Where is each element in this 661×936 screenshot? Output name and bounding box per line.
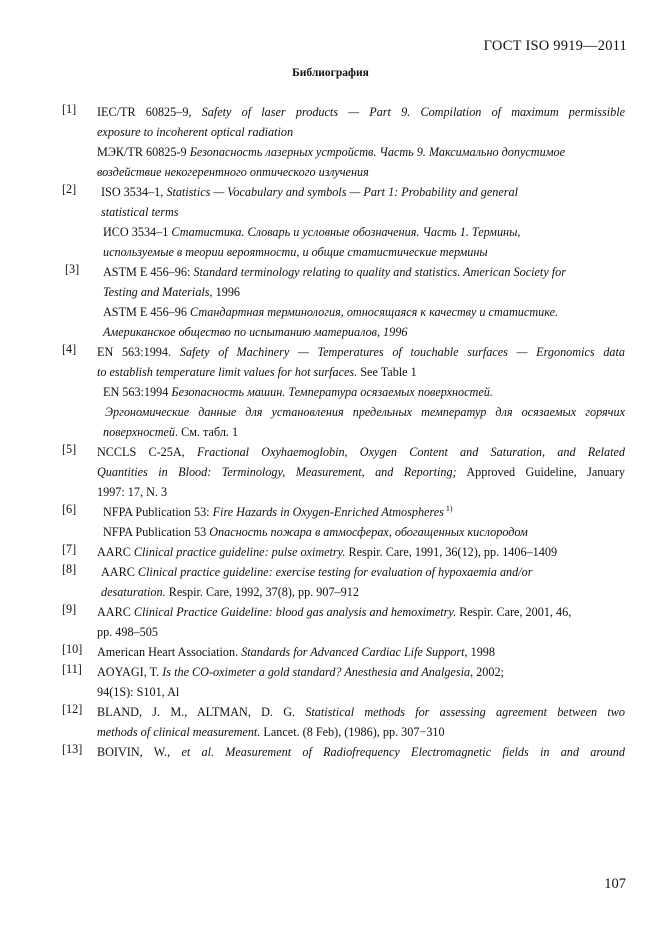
entry-line [62, 302, 625, 322]
footnote-marker: 1) [443, 504, 453, 513]
entry-text: desaturation. [101, 585, 166, 599]
entry-line [62, 462, 625, 482]
entry-line [62, 102, 625, 122]
entry-text: exposure to incoherent optical radiation [97, 125, 294, 139]
entry-text: BOIVIN, W., [97, 745, 182, 759]
entry-text: AARC [97, 545, 134, 559]
entry-text: Fractional Oxyhaemoglobin, Oxygen Content and Saturation, and Related [196, 445, 625, 459]
entry-text: Clinical practice guideline: exercise testing for evaluation of hypoxaemia and/or [137, 565, 533, 579]
entry-text: AOYAGI, T. [97, 665, 163, 679]
entry-line [62, 402, 625, 422]
entry-number: [13] [62, 742, 83, 756]
entry-text: Respir. Care, 1991, 36(12), pp. 1406–1409 [345, 545, 558, 559]
entry-text: American Heart Association. [97, 645, 242, 659]
entry-line [62, 502, 625, 522]
entry-line [62, 642, 625, 662]
entry-text: IEC/TR 60825–9, [97, 105, 202, 119]
entry-line [62, 342, 625, 362]
entry-text: See Table 1 [357, 365, 417, 379]
entry-line [62, 742, 625, 762]
entry-text: NFPA Publication 53 [103, 525, 210, 539]
entry-line [62, 522, 625, 542]
bibliography-entry [62, 442, 625, 502]
entry-number: [6] [62, 502, 77, 516]
entry-text: Lancet. (8 Feb), (1986), pp. 307−310 [260, 725, 445, 739]
entry-number: [4] [62, 342, 77, 356]
entry-line [62, 622, 625, 642]
entry-line [62, 162, 625, 182]
entry-text: Standards for Advanced Cardiac Life Support, [241, 645, 468, 659]
entry-text: , 1996 [209, 285, 241, 299]
entry-number: [11] [62, 662, 82, 676]
entry-line [62, 582, 625, 602]
entry-line [62, 722, 625, 742]
entry-text: Американское общество по испытанию материалов, 1996 [103, 325, 408, 339]
bibliography-entry [62, 702, 625, 742]
entry-number: [8] [62, 562, 77, 576]
entry-text: Clinical Practice Guideline: blood gas analysis and hemoximetry. [133, 605, 457, 619]
entry-text: Статистика. Словарь и условные обозначения. Часть 1. Термины, [171, 225, 521, 239]
bibliography-entry [62, 262, 625, 342]
entry-text: ИСО 3534–1 [103, 225, 172, 239]
entry-text: Fire Hazards in Oxygen-Enriched Atmospheres [212, 505, 444, 519]
entry-line [62, 122, 625, 142]
bibliography-entry [62, 602, 625, 642]
entry-text: Respir. Care, 1992, 37(8), pp. 907–912 [165, 585, 359, 599]
entry-text: Clinical practice guideline: pulse oximetry. [133, 545, 346, 559]
entry-text: EN 563:1994 [103, 385, 172, 399]
entry-line [62, 182, 625, 202]
entry-text: Безопасность лазерных устройств. Часть 9. Максимально допустимое [189, 145, 565, 159]
entry-number: [3] [65, 262, 80, 276]
entry-line [62, 482, 625, 502]
entry-text: NCCLS C-25A, [97, 445, 197, 459]
entry-text: воздействие некогерентного оптического излучения [97, 165, 369, 179]
entry-line [62, 142, 625, 162]
entry-text: NFPA Publication 53: [103, 505, 213, 519]
entry-line [62, 362, 625, 382]
entry-line [62, 662, 625, 682]
entry-line [62, 242, 625, 262]
entry-line [62, 382, 625, 402]
entry-text: 94(1S): S101, Al [97, 685, 180, 699]
entry-number: [10] [62, 642, 83, 656]
entry-line [62, 282, 625, 302]
entry-line [62, 682, 625, 702]
entry-text: ASTM E 456–96 [103, 305, 191, 319]
entry-line [62, 542, 625, 562]
bibliography-entry [62, 342, 625, 442]
entry-line [62, 702, 625, 722]
entry-text: pp. 498–505 [97, 625, 158, 639]
entry-text: statistical terms [101, 205, 179, 219]
entry-text: methods of clinical measurement. [97, 725, 261, 739]
entry-text: Statistical methods for assessing agreement between two [305, 705, 625, 719]
entry-text: Стандартная терминология, относящаяся к качеству и статистике. [190, 305, 559, 319]
entry-text: to establish temperature limit values for hot surfaces. [97, 365, 358, 379]
entry-line [62, 422, 625, 442]
entry-text: AARC [97, 605, 134, 619]
entry-text: . См. табл. 1 [175, 425, 239, 439]
entry-text: EN 563:1994. [97, 345, 180, 359]
entry-number: [1] [62, 102, 77, 116]
entry-line [62, 602, 625, 622]
bibliography-entry [62, 562, 625, 602]
entry-line [62, 222, 625, 242]
entry-text: Safety of Machinery — Temperatures of touchable surfaces — Ergonomics data [179, 345, 625, 359]
bibliography-list [62, 102, 625, 762]
entry-text: используемые в теории вероятности, и общие статистические термины [103, 245, 488, 259]
entry-text: поверхностей [103, 425, 176, 439]
entry-text: Опасность пожара в атмосферах, обогащенных кислородом [209, 525, 528, 539]
page-title: Библиография [292, 67, 369, 79]
entry-text: Безопасность машин. Температура осязаемых поверхностей. [171, 385, 493, 399]
entry-number: [2] [62, 182, 77, 196]
entry-text: Approved Guideline, January [456, 465, 625, 479]
document-header: ГОСТ ISO 9919—2011 [483, 38, 627, 54]
entry-text: Эргономические данные для установления предельных температур для осязаемых горячих [105, 405, 625, 419]
bibliography-entry [62, 742, 625, 762]
entry-text: ISO 3534–1, [101, 185, 167, 199]
entry-number: [5] [62, 442, 77, 456]
entry-text: Respir. Care, 2001, 46, [456, 605, 572, 619]
bibliography-entry [62, 502, 625, 542]
bibliography-entry [62, 642, 625, 662]
entry-text: Quantities in Blood: Terminology, Measurement, and Reporting; [97, 465, 457, 479]
entry-text: Safety of laser products — Part 9. Compilation of maximum permissible [201, 105, 625, 119]
entry-text: AARC [101, 565, 138, 579]
bibliography-entry [62, 542, 625, 562]
entry-line [62, 442, 625, 462]
entry-line [62, 262, 625, 282]
entry-number: [9] [62, 602, 77, 616]
entry-text: Is the CO-oximeter a gold standard? Anesthesia and Analgesia [162, 665, 471, 679]
bibliography-entry [62, 662, 625, 702]
entry-text: МЭК/TR 60825-9 [97, 145, 190, 159]
entry-text: BLAND, J. M., ALTMAN, D. G. [97, 705, 306, 719]
entry-text: et al. Measurement of Radiofrequency Electromagnetic fields in and around [181, 745, 625, 759]
entry-line [62, 202, 625, 222]
entry-text: ASTM E 456–96: [103, 265, 194, 279]
entry-text: 1998 [467, 645, 495, 659]
entry-text: Standard terminology relating to quality and statistics. American Society for [193, 265, 566, 279]
entry-number: [7] [62, 542, 77, 556]
entry-text: 1997: 17, N. 3 [97, 485, 168, 499]
entry-text: Statistics — Vocabulary and symbols — Part 1: Probability and general [166, 185, 518, 199]
bibliography-entry [62, 102, 625, 182]
entry-text: , 2002; [470, 665, 504, 679]
entry-line [62, 322, 625, 342]
entry-number: [12] [62, 702, 83, 716]
bibliography-entry [62, 182, 625, 262]
entry-text: Testing and Materials [103, 285, 210, 299]
page-number: 107 [604, 876, 626, 892]
entry-line [62, 562, 625, 582]
